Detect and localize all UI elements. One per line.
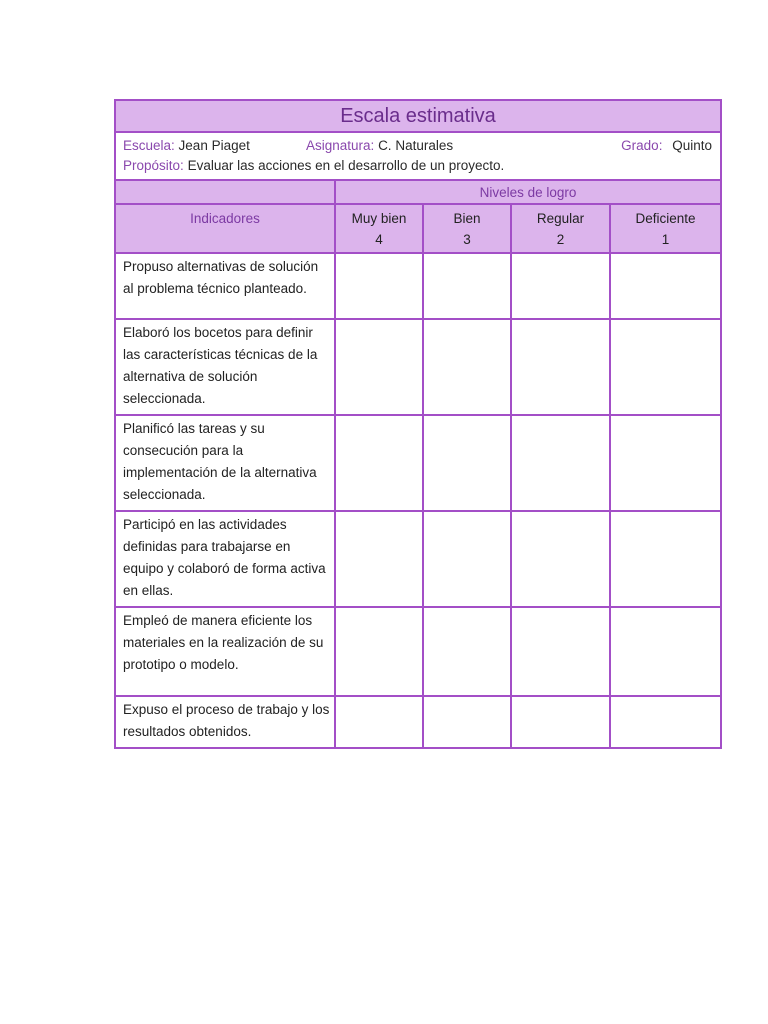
rating-cell <box>335 253 423 319</box>
indicator-text: Elaboró los bocetos para definir las características técnicas de la alternativa de solución seleccionada. <box>116 319 335 415</box>
rating-cell <box>423 319 511 415</box>
table-row <box>116 607 720 696</box>
level-score: 4 <box>375 232 383 247</box>
grade-field <box>621 138 712 153</box>
rating-cell <box>335 607 423 696</box>
levels-header-row <box>116 181 720 204</box>
indicator-text: Participó en las actividades definidas para trabajarse en equipo y colaboró de forma activa en ellas. <box>116 511 335 607</box>
rating-cell <box>423 511 511 607</box>
rating-cell <box>610 415 720 511</box>
document-title: Escala estimativa <box>116 101 720 133</box>
indicators-header: Indicadores <box>116 204 335 253</box>
school-value: Jean Piaget <box>178 138 250 153</box>
table-row <box>116 253 720 319</box>
rating-table <box>116 181 720 747</box>
table-row <box>116 696 720 747</box>
indicator-text: Expuso el proceso de trabajo y los resultados obtenidos. <box>116 696 335 747</box>
rating-cell <box>610 319 720 415</box>
level-name: Muy bien <box>351 211 407 226</box>
grade-label: Grado: <box>621 138 663 153</box>
rating-cell <box>511 253 610 319</box>
rating-cell <box>511 607 610 696</box>
levels-header-spacer <box>116 181 335 204</box>
rating-cell <box>610 253 720 319</box>
table-row <box>116 319 720 415</box>
school-label: Escuela: <box>123 138 175 153</box>
level-header-deficiente <box>610 204 720 253</box>
level-score: 1 <box>661 232 670 247</box>
indicator-text: Empleó de manera eficiente los materiales en la realización de su prototipo o modelo. <box>116 607 335 696</box>
rating-cell <box>511 319 610 415</box>
indicator-text: Planificó las tareas y su consecución para la implementación de la alternativa seleccionada. <box>116 415 335 511</box>
rating-cell <box>423 696 511 747</box>
column-header-row <box>116 204 720 253</box>
info-section <box>116 133 720 181</box>
rating-cell <box>335 415 423 511</box>
rating-cell <box>610 696 720 747</box>
subject-label: Asignatura: <box>306 138 375 153</box>
rating-cell <box>423 415 511 511</box>
levels-header: Niveles de logro <box>335 181 720 204</box>
indicator-text: Propuso alternativas de solución al problema técnico planteado. <box>116 253 335 319</box>
level-header-bien <box>423 204 511 253</box>
table-row <box>116 511 720 607</box>
rating-cell <box>511 415 610 511</box>
level-score: 3 <box>463 232 471 247</box>
level-header-regular <box>511 204 610 253</box>
level-name: Regular <box>536 211 585 226</box>
grade-value: Quinto <box>672 138 712 153</box>
level-name: Deficiente <box>635 211 696 226</box>
rating-cell <box>423 253 511 319</box>
rating-cell <box>335 319 423 415</box>
purpose-label: Propósito: <box>123 158 184 173</box>
level-name: Bien <box>453 211 481 226</box>
table-row <box>116 415 720 511</box>
subject-field <box>306 138 453 153</box>
school-field <box>123 138 250 153</box>
rating-cell <box>335 696 423 747</box>
rating-cell <box>511 696 610 747</box>
rating-cell <box>610 511 720 607</box>
purpose-field <box>123 158 504 173</box>
rating-cell <box>511 511 610 607</box>
level-score: 2 <box>556 232 565 247</box>
rating-cell <box>423 607 511 696</box>
rating-cell <box>610 607 720 696</box>
level-header-muy-bien <box>335 204 423 253</box>
rating-cell <box>335 511 423 607</box>
subject-value: C. Naturales <box>378 138 454 153</box>
rating-scale-document <box>114 99 722 749</box>
purpose-value: Evaluar las acciones en el desarrollo de un proyecto. <box>187 158 505 173</box>
